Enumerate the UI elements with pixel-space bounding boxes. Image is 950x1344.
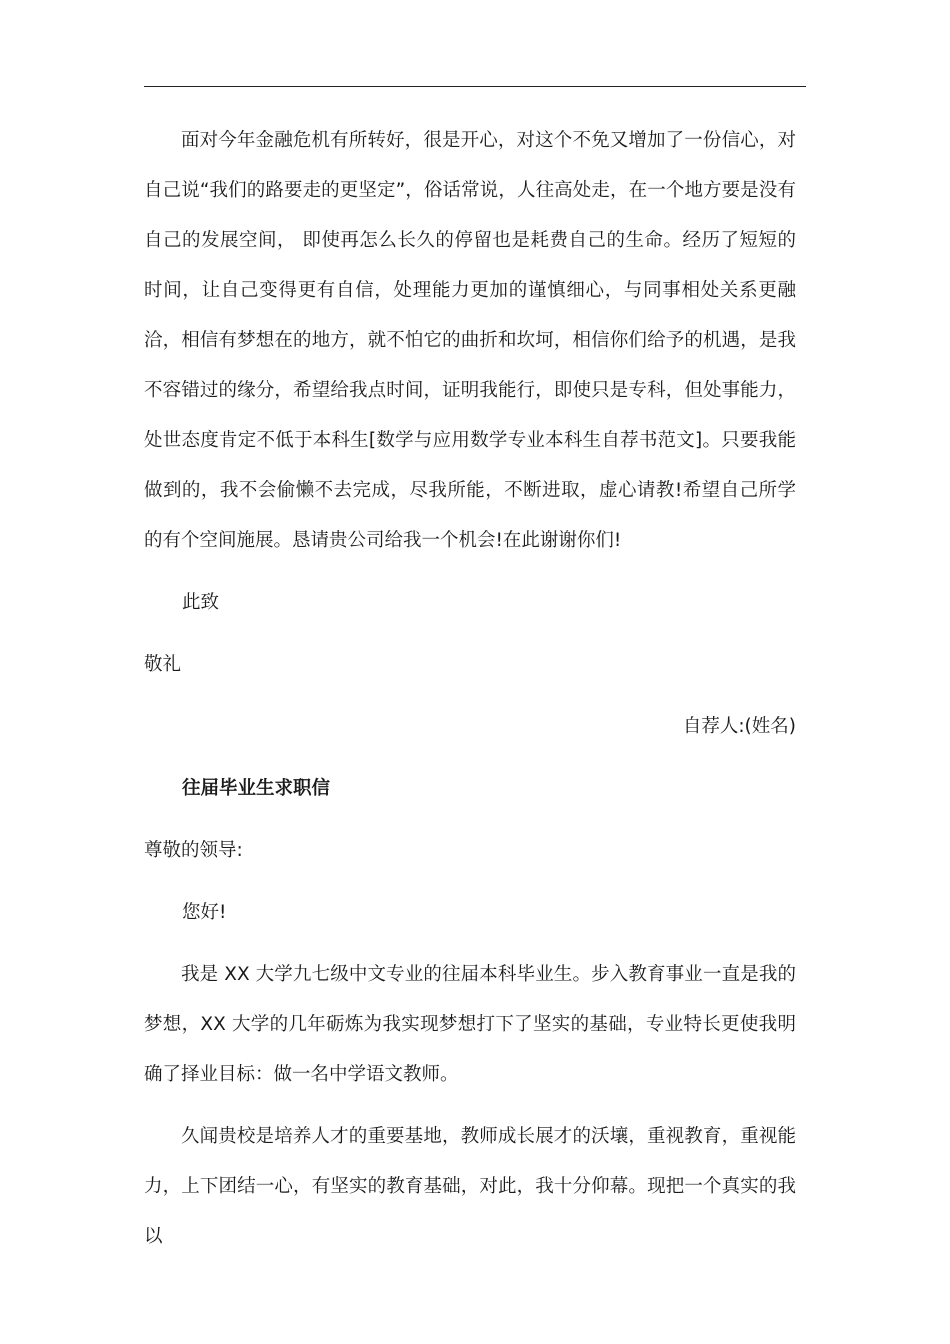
closing-line-2: 敬礼 [144, 654, 182, 675]
greeting: 您好! [182, 902, 227, 923]
paragraph-3: 久闻贵校是培养人才的重要基地，教师成长展才的沃壤，重视教育，重视能力，上下团结一心，有坚实的教育基础，对此，我十分仰幕。现把一个真实的我以 [144, 1126, 796, 1247]
closing-line-1: 此致 [182, 592, 220, 613]
section-title: 往届毕业生求职信 [182, 778, 331, 799]
header-rule [144, 86, 806, 87]
signature: 自荐人:(姓名) [682, 716, 796, 737]
paragraph-2: 我是 XX 大学九七级中文专业的往届本科毕业生。步入教育事业一直是我的梦想，XX 大学的几年砺炼为我实现梦想打下了坚实的基础，专业特长更使我明确了择业目标：做一名中学语文教师。 [144, 964, 796, 1085]
letter-body [144, 116, 796, 1262]
salutation: 尊敬的领导: [144, 840, 243, 861]
paragraph-1: 面对今年金融危机有所转好，很是开心，对这个不免又增加了一份信心，对自己说“我们的路要走的更坚定”，俗话常说，人往高处走，在一个地方要是没有自己的发展空间， 即使再怎么长久的停留也是耗费自己的生命。经历了短短的时间，让自己变得更有自信，处理能力更加的谨慎细心，与同事相处关系更融洽，相信有梦想在的地方，就不怕它的曲折和坎坷，相信你们给予的机遇，是我不容错过的缘分，希望给我点时间，证明我能行，即使只是专科，但处事能力，处世态度肯定不低于本科生[数学与应用数学专业本科生自荐书范文]。只要我能做到的，我不会偷懒不去完成，尽我所能，不断进取，虚心请教!希望自己所学的有个空间施展。恳请贵公司给我一个机会!在此谢谢你们! [144, 130, 796, 551]
